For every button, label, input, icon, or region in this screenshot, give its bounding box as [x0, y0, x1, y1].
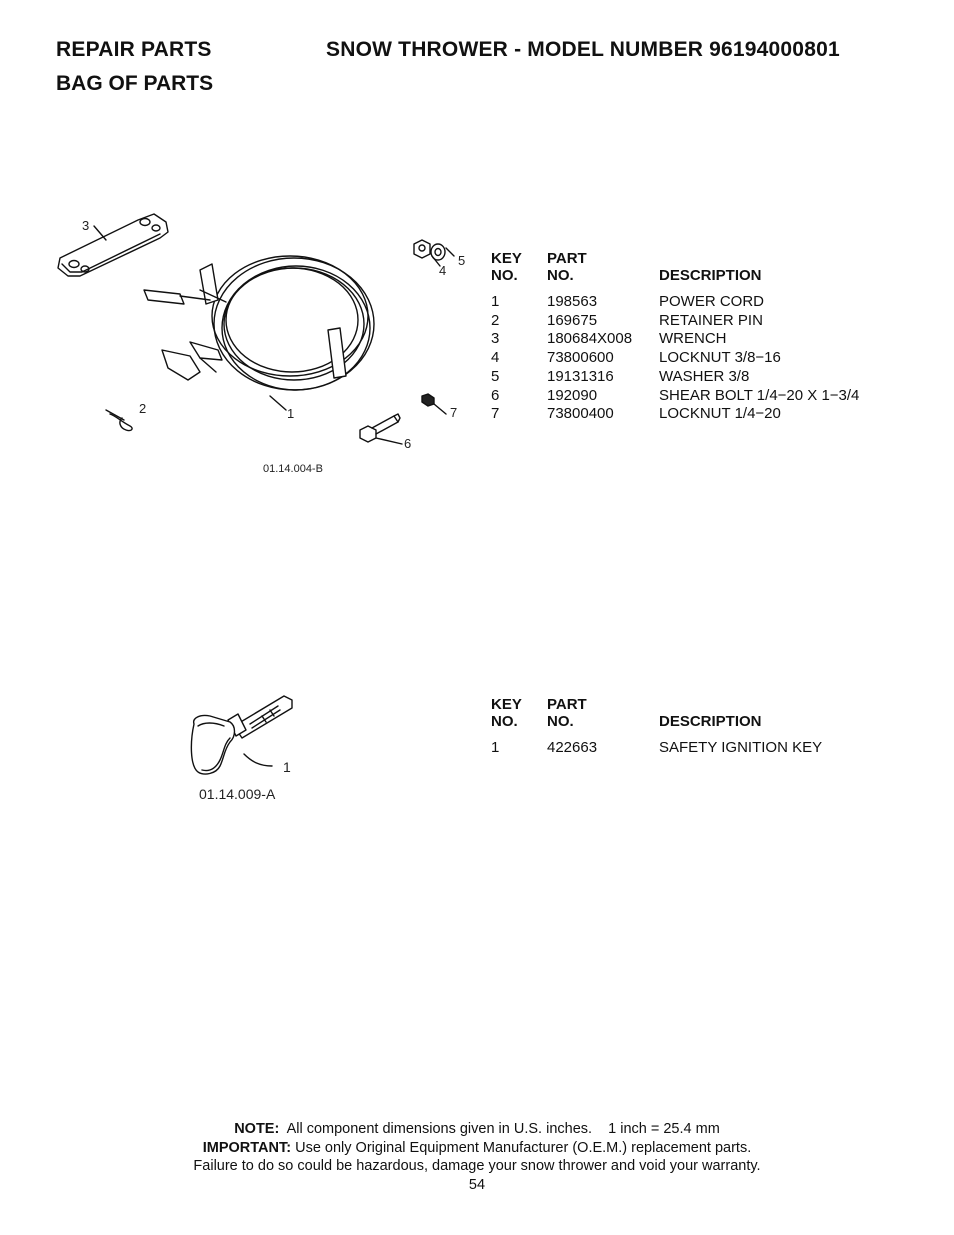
note-line: NOTE: All component dimensions given in U.S. inches. 1 inch = 25.4 mm [234, 1121, 720, 1137]
section-title: REPAIR PARTS [56, 38, 212, 61]
locknut-washer-illustration [414, 240, 454, 266]
product-prefix: SNOW THROWER - MODEL NUMBER [326, 38, 704, 61]
table-row: 4 73800600 LOCKNUT 3/8−16 [491, 349, 781, 367]
callout-4: 4 [439, 263, 447, 278]
callout-7: 7 [450, 405, 458, 420]
table-row: 1 422663 SAFETY IGNITION KEY [491, 739, 823, 756]
callout-6: 6 [404, 436, 412, 451]
power-cord-illustration [144, 256, 374, 390]
callout-key-1: 1 [283, 759, 291, 775]
table-row: 2 169675 RETAINER PIN [491, 311, 763, 329]
important-line: IMPORTANT: Use only Original Equipment Manufacturer (O.E.M.) replacement parts. [202, 1139, 752, 1156]
table-row: 5 19131316 WASHER 3/8 [491, 367, 750, 385]
table-row: 3 180684X008 WRENCH [491, 330, 727, 348]
parts-table-bag [491, 250, 889, 424]
page-number: 54 [468, 1176, 486, 1193]
locknut-small-illustration [422, 394, 446, 414]
bag-of-parts-diagram [50, 200, 480, 460]
col-key-header: KEY NO. [491, 250, 522, 284]
model-number: 96194000801 [709, 38, 840, 61]
shear-bolt-illustration [360, 414, 402, 444]
callout-2: 2 [139, 401, 147, 416]
callout-1: 1 [287, 406, 295, 421]
col-part-header: PART NO. [547, 250, 587, 284]
parts-table-ignition-key [491, 696, 889, 758]
callout-3: 3 [82, 218, 90, 233]
callout-5: 5 [458, 253, 466, 268]
table-row: 7 73800400 LOCKNUT 1/4−20 [491, 405, 781, 423]
subsection-title: BAG OF PARTS [56, 72, 214, 95]
col-part-header: PART NO. [547, 696, 587, 730]
col-key-header: KEY NO. [491, 696, 522, 730]
col-desc-header: DESCRIPTION [659, 713, 762, 730]
footer-notes [0, 1120, 954, 1194]
col-desc-header: DESCRIPTION [659, 267, 762, 284]
warning-line: Failure to do so could be hazardous, damage your snow thrower and void your warranty. [193, 1158, 761, 1174]
table-row: 6 192090 SHEAR BOLT 1/4−20 X 1−3/4 [491, 386, 860, 404]
retainer-pin-illustration [106, 410, 132, 431]
product-title [326, 38, 840, 62]
diagram-ref-code: 01.14.004-B [263, 463, 323, 475]
wrench-illustration [58, 214, 168, 276]
diagram2-ref-code: 01.14.009-A [199, 786, 276, 802]
table-row: 1 198563 POWER CORD [491, 293, 764, 310]
